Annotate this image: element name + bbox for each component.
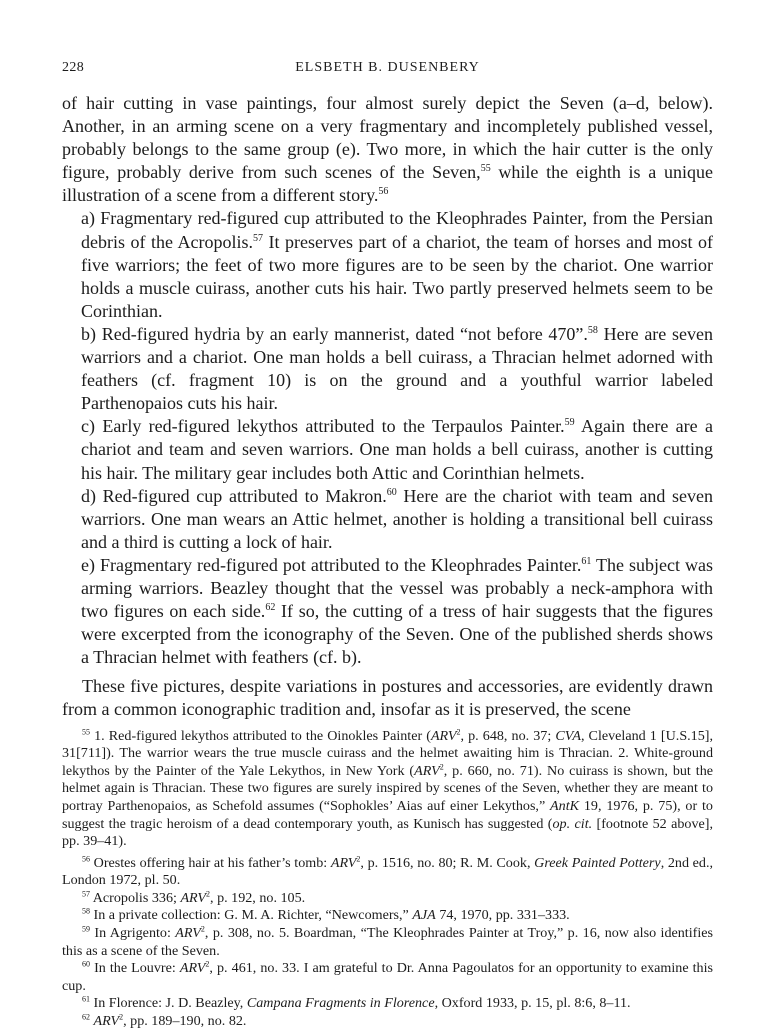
footnote-ref: 59 [564, 417, 575, 429]
footnote-56: $^{56}$ Orestes offering hair at his father’s tomb: ARV$^2$, p. 1516, no. 80; R. M. Cook, Greek Painted Pottery, 2nd ed., London 1972, pl. 50. [62, 854, 714, 889]
footnote-58: $^{58}$ In a private collection: G. M. A. Richter, “Newcomers,” AJA 74, 1970, pp. 331–333. [82, 906, 570, 924]
footnote-ref: 58 [587, 324, 598, 336]
list-item-b: b) Red-figured hydria by an early mannerist, dated “not before 470”.$^{58}$ Here are seven warriors and a chariot. One man holds a bell cuirass, a Thracian helmet adorned with feathers (cf. fragment 10) is on the ground and a youthful warrior labeled Parthenopaios cuts his hair. [81, 323, 713, 414]
footnote-60: $^{60}$ In the Louvre: ARV$^2$, p. 461, no. 33. I am grateful to Dr. Anna Pagoulatos for an opportunity to examine this cup. [62, 959, 714, 994]
running-title: ELSBETH B. DUSENBERY [295, 60, 480, 75]
footnotes [62, 728, 713, 1031]
footnote-57: $^{57}$ Acropolis 336; ARV$^2$, p. 192, no. 105. [82, 889, 306, 906]
footnote-ref: 55 [480, 163, 491, 175]
footnote-59: $^{59}$ In Agrigento: ARV$^2$, p. 308, no. 5. Boardman, “The Kleophrades Painter at Troy,” p. 16, now also identifies this as a scene of the Seven. [62, 924, 713, 959]
footnote-ref: 57 [253, 232, 263, 244]
footnote-ref: 60 [386, 486, 397, 498]
footnote-ref: 62 [265, 602, 276, 614]
intro-paragraph: of hair cutting in vase paintings, four almost surely depict the Seven (a–d, below). Another, in an arming scene on a very fragmentary and incompletely published vessel, probably belongs to the same group (e). Two more, in which the hair cutter is the only figure, probably derive from such scenes of the Seven,$^{55}$ while the eighth is a unique illustration of a scene from a different story.$^{56}$ [62, 93, 713, 206]
footnote-ref: 61 [581, 555, 592, 567]
list-item-a: a) Fragmentary red-figured cup attributed to the Kleophrades Painter, from the Persian debris of the Acropolis.$^{57}$ It preserves part of a chariot, the team of horses and most of five warriors; the feet of two more figures are to be seen by the chariot. One warrior holds a muscle cuirass, another cuts his hair. Two partly preserved helmets seem to be Corinthian. [81, 208, 713, 321]
list-item-d: d) Red-figured cup attributed to Makron.$^{60}$ Here are the chariot with team and seven warriors. One man wears an Attic helmet, another is holding a transitional bell cuirass and a third is cutting a lock of hair. [81, 485, 713, 552]
footnote-61: $^{61}$ In Florence: J. D. Beazley, Campana Fragments in Florence, Oxford 1933, p. 15, pl. 8:6, 8–11. [82, 994, 631, 1012]
footnote-ref: 56 [378, 186, 389, 198]
footnote-62: $^{62}$ ARV$^2$, pp. 189–190, no. 82. [82, 1012, 247, 1030]
page-number: 228 [62, 60, 85, 75]
closing-paragraph: These five pictures, despite variations in postures and accessories, are evidently drawn from a common iconographic tradition and, insofar as it is preserved, the scene [62, 676, 713, 720]
list-item-e: e) Fragmentary red-figured pot attributed to the Kleophrades Painter.$^{61}$ The subject was arming warriors. Beazley thought that the vessel was probably a neck-amphora with two figures on each side.$^{62}$ If so, the cutting of a tress of hair suggests that the figures were excerpted from the iconography of the Seven. One of the published sherds shows a Thracian helmet with feathers (cf. b). [81, 554, 714, 668]
list-item-c: c) Early red-figured lekythos attributed to the Terpaulos Painter.$^{59}$ Again there are a chariot and team and seven warriors. One man holds a bell cuirass, another is cutting his hair. The military gear includes both Attic and Corinthian helmets. [81, 416, 713, 483]
footnote-55: $^{55}$ 1. Red-figured lekythos attributed to the Oinokles Painter (ARV$^2$, p. 648, no. 37; CVA, Cleveland 1 [U.S.15], 31[711]). The warrior wears the true muscle cuirass and the helmet awaiting him is Thracian. 2. White-ground lekythos by the Painter of the Yale Lekythos, in New York (ARV$^2$, p. 660, no. 71). No cuirass is shown, but the helmet again is Thracian. These two figures are surely inspired by scenes of the Seven, whether they are meant to portray Parthenopaios, as Schefold assumes (“Sophokles’ Aias auf einer Lekythos,” AntK 19, 1976, p. 75), or to suggest the tragic heroism of a dead contemporary youth, as Kunisch has suggested (op. cit. [footnote 52 above], pp. 39–41). [62, 726, 713, 850]
running-header [62, 60, 713, 82]
page [62, 60, 713, 1031]
main-text [62, 92, 713, 722]
